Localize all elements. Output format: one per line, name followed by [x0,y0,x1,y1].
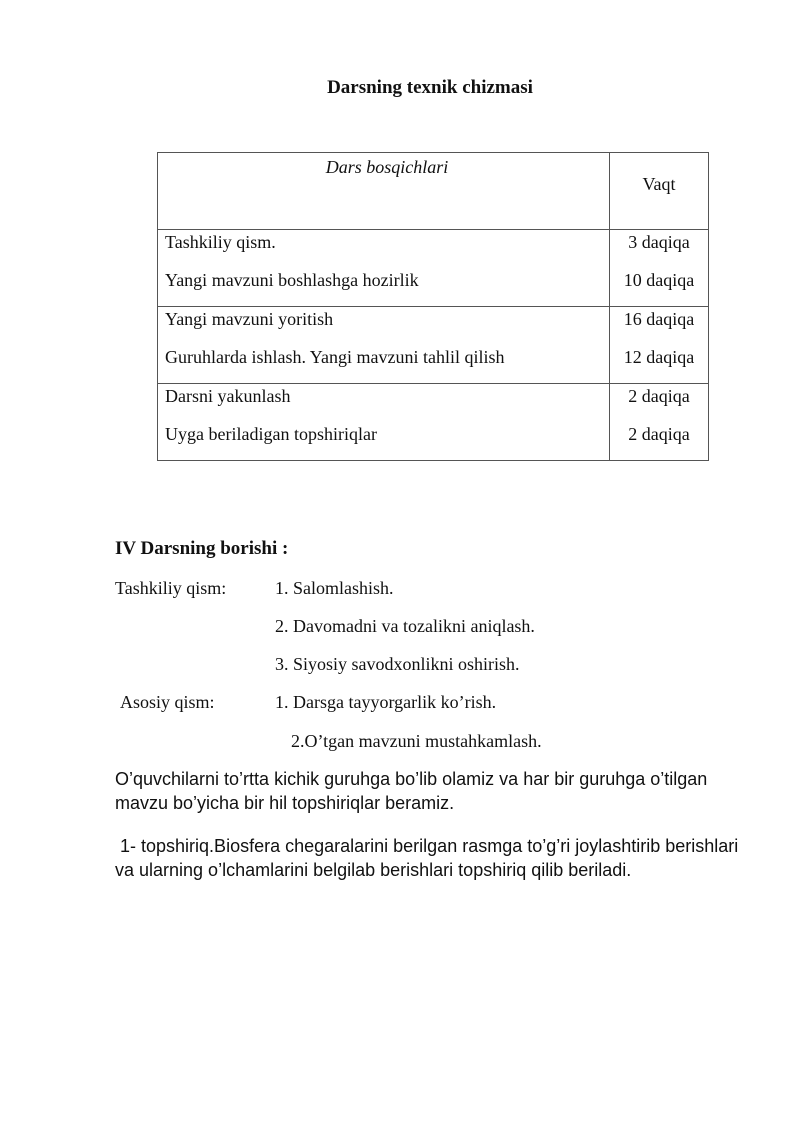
table-row [158,307,709,384]
document-title: Darsning texnik chizmasi [327,77,533,98]
stage-text: Guruhlarda ishlash. Yangi mavzuni tahlil qilish [165,347,505,367]
list-item: 1. Darsga tayyorgarlik ko’rish. [275,692,497,712]
header-time: Vaqt [642,174,676,194]
stage-text: Uyga beriladigan topshiriqlar [165,424,377,444]
list-item: 3. Siyosiy savodxonlikni oshirish. [275,654,520,674]
stage-text: Yangi mavzuni boshlashga hozirlik [165,270,419,290]
lesson-plan-table [157,152,709,461]
time-text: 3 daqiqa [628,232,690,252]
stage-text: Darsni yakunlash [165,386,291,406]
list-item: 2. Davomadni va tozalikni aniqlash. [275,616,535,636]
time-text: 2 daqiqa [628,386,690,406]
main-part-label: Asosiy qism: [120,692,215,712]
time-text: 2 daqiqa [628,424,690,444]
table-row [158,384,709,461]
org-part-label: Tashkiliy qism: [115,578,227,598]
header-stage: Dars bosqichlari [325,157,449,177]
table-header-row [158,153,709,230]
time-text: 12 daqiqa [623,347,695,367]
header-stage-cell [158,153,610,230]
list-item: 1. Salomlashish. [275,578,394,598]
header-time-cell [610,153,709,230]
section-heading: IV Darsning borishi : [115,538,289,559]
time-text: 10 daqiqa [623,270,695,290]
paragraph: O’quvchilarni to’rtta kichik guruhga bo’lib olamiz va har bir guruhga o’tilgan mavzu bo’yicha bir hil topshiriqlar beramiz. [115,769,708,813]
paragraph: 1- topshiriq.Biosfera chegaralarini berilgan rasmga to’g’ri joylashtirib berishlari va ularning o’lchamlarini belgilab berishlari topshiriq qilib beriladi. [115,836,744,880]
stage-text: Tashkiliy qism. [165,232,276,252]
table-row [158,230,709,307]
stage-text: Yangi mavzuni yoritish [165,309,334,329]
time-text: 16 daqiqa [623,309,695,329]
list-item: 2.O’tgan mavzuni mustahkamlash. [291,731,542,751]
